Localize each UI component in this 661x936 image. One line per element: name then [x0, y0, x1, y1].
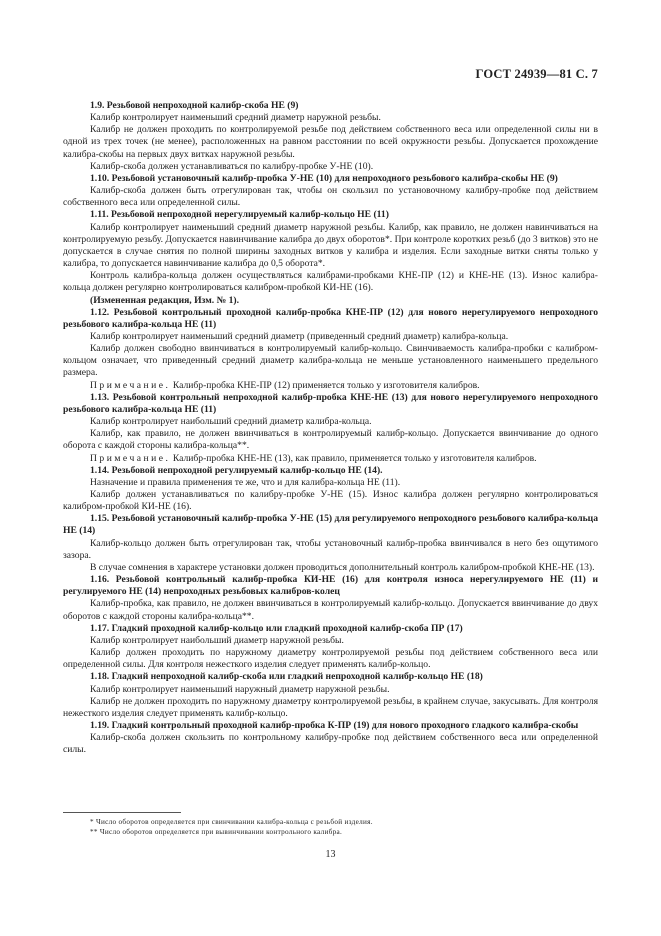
- body-paragraph: Контроль калибра-кольца должен осуществляться калибрами-пробками КНЕ-ПР (12) и КНЕ-НЕ (13). Износ калибра-кольца должен регулярно контролироваться калибром-пробкой КИ-НЕ (16).: [63, 270, 598, 294]
- section-heading: 1.10. Резьбовой установочный калибр-пробка У-НЕ (10) для непроходного резьбового калибра-скобы НЕ (9): [90, 172, 558, 184]
- body-paragraph: Калибр-пробка, как правило, не должен ввинчиваться в контролируемый калибр-кольцо. Допускается ввинчивание до двух оборотов с каждой стороны калибра-кольца**.: [63, 598, 598, 622]
- footnote-2: ** Число оборотов определяется при вывинчивании контрольного калибра.: [90, 828, 343, 836]
- body-paragraph: Калибр-скоба должен устанавливаться по калибру-пробке У-НЕ (10).: [90, 160, 374, 172]
- section-heading: 1.12. Резьбовой контрольный проходной калибр-пробка КНЕ-ПР (12) для нового нерегулируемого непроходного резьбового калибра-кольца НЕ (11): [63, 306, 598, 330]
- footnote-1: * Число оборотов определяется при свинчивании калибра-кольца с резьбой изделия.: [90, 818, 373, 826]
- note-text: Калибр-пробка КНЕ-НЕ (13), как правило, применяется только у изготовителя калибров.: [172, 452, 537, 464]
- footnote-rule: [63, 812, 181, 813]
- body-paragraph: Калибр не должен проходить по наружному диаметру контролируемой резьбы, в крайнем случае, закусывать. Для контроля нежесткого изделия следует применять калибр-кольцо.: [63, 695, 598, 719]
- body-paragraph: Калибр не должен проходить по контролируемой резьбе под действием собственного веса или определенной силы ни в одной из трех точек (не менее), расположенных на равном расстоянии по всей окружности резьбы. Допускается прохождение калибра-скобы на первых двух витках наружной резьбы.: [63, 124, 598, 160]
- section-heading: 1.17. Гладкий проходной калибр-кольцо или гладкий проходной калибр-скоба ПР (17): [90, 622, 463, 634]
- body-paragraph: Калибр-кольцо должен быть отрегулирован так, чтобы установочный калибр-пробка ввинчивался в него без ощутимого зазора.: [63, 537, 598, 561]
- section-heading: 1.19. Гладкий контрольный проходной калибр-пробка К-ПР (19) для нового проходного гладкого калибра-скобы: [90, 719, 579, 731]
- page-header: ГОСТ 24939—81 С. 7: [475, 67, 598, 81]
- note-text: Калибр-пробка КНЕ-ПР (12) применяется только у изготовителя калибров.: [172, 379, 480, 391]
- body-paragraph: Калибр-скоба должен быть отрегулирован так, чтобы он скользил по установочному калибру-пробке под действием собственного веса или определенной силы.: [63, 185, 598, 209]
- section-heading: 1.16. Резьбовой контрольный калибр-пробка КИ-НЕ (16) для контроля износа нерегулируемого НЕ (11) и регулируемого НЕ (14) непроходных резьбовых калибров-колец: [63, 574, 598, 598]
- body-paragraph: Калибр должен свободно ввинчиваться в контролируемый калибр-кольцо. Свинчиваемость калибра-пробки с калибром-кольцом означает, что приведенный средний диаметр калибра-кольца не меньше установленного наименьшего предельного размера.: [63, 343, 598, 379]
- section-heading: 1.13. Резьбовой контрольный непроходной калибр-пробка КНЕ-НЕ (13) для нового нерегулируемого непроходного резьбового калибра-кольца НЕ (11): [63, 391, 598, 415]
- body-paragraph: Калибр, как правило, не должен ввинчиваться в контролируемый калибр-кольцо. Допускается ввинчивание до одного оборота с каждой стороны калибра-кольца**.: [63, 428, 598, 452]
- body-paragraph: Калибр контролирует наибольший диаметр наружной резьбы.: [90, 634, 344, 646]
- body-paragraph: Калибр контролирует наименьший наружный диаметр наружной резьбы.: [90, 683, 390, 695]
- note-label: Примечание.: [90, 452, 171, 464]
- body-paragraph: В случае сомнения в характере установки должен проводиться дополнительный контроль калибром-пробкой КНЕ-НЕ (13).: [90, 561, 595, 573]
- body-paragraph: Калибр контролирует наибольший средний диаметр калибра-кольца.: [90, 416, 372, 428]
- section-heading: 1.11. Резьбовой непроходной нерегулируемый калибр-кольцо НЕ (11): [90, 209, 389, 221]
- footnotes: [63, 812, 598, 837]
- page-number: 13: [325, 849, 336, 860]
- note-paragraph: [63, 453, 598, 465]
- section-heading: 1.14. Резьбовой непроходной регулируемый калибр-кольцо НЕ (14).: [90, 464, 383, 476]
- note-paragraph: [63, 380, 598, 392]
- section-heading: 1.9. Резьбовой непроходной калибр-скоба НЕ (9): [90, 100, 299, 111]
- body-paragraph: Калибр должен проходить по наружному диаметру контролируемой резьбы под действием собственного веса или определенной силы. Для контроля нежесткого изделия следует применять калибр-кольцо.: [63, 647, 598, 671]
- body-paragraph: Калибр должен устанавливаться по калибру-пробке У-НЕ (15). Износ калибра должен регулярно контролироваться калибром-пробкой КИ-НЕ (16).: [63, 489, 598, 513]
- body-text: [63, 100, 598, 756]
- section-heading: 1.18. Гладкий непроходной калибр-скоба или гладкий непроходной калибр-кольцо НЕ (18): [90, 671, 483, 683]
- section-heading: (Измененная редакция, Изм. № 1).: [90, 294, 240, 306]
- body-paragraph: Калибр-скоба должен скользить по контрольному калибру-пробке под действием собственного веса или определенной силы.: [63, 732, 598, 756]
- body-paragraph: Калибр контролирует наименьший средний диаметр наружной резьбы. Калибр, как правило, не должен навинчиваться на контролируемую резьбу. Допускается навинчивание калибра до двух оборотов*. При контроле коротких резьб (до 3 витков) это не допускается в случае снятия по полной ширины заходных витков у калибра и изделия. Если заходные витки сняты только у калибра, то допускается навинчивание калибра до 0,5 оборота*.: [63, 221, 598, 270]
- section-heading: 1.15. Резьбовой установочный калибр-пробка У-НЕ (15) для регулируемого непроходного резьбового калибра-кольца НЕ (14): [63, 513, 598, 537]
- body-paragraph: Калибр контролирует наименьший средний диаметр наружной резьбы.: [90, 112, 381, 124]
- body-paragraph: Калибр контролирует наименьший средний диаметр (приведенный средний диаметр) калибра-кольца.: [90, 330, 509, 342]
- note-label: Примечание.: [90, 379, 171, 391]
- body-paragraph: Назначение и правила применения те же, что и для калибра-кольца НЕ (11).: [90, 476, 401, 488]
